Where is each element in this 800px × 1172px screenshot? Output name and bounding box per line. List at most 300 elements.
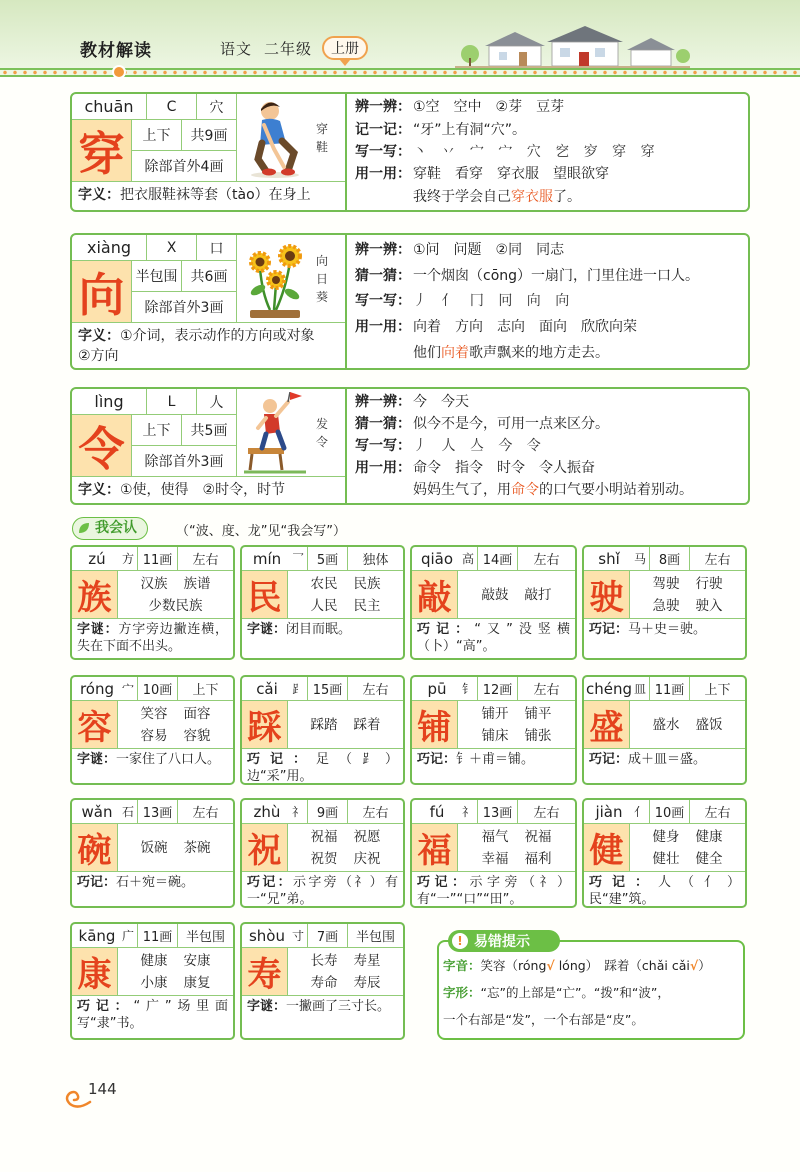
pronunciation-text: lóng） 踩着（chǎi cǎi bbox=[554, 958, 690, 973]
word: 急驶 bbox=[652, 597, 680, 614]
stroke-count: 10画 bbox=[138, 677, 178, 701]
word-row bbox=[303, 972, 389, 994]
pinyin: xiàng bbox=[72, 235, 147, 261]
illustration-caption bbox=[316, 252, 328, 306]
radical: 乛 bbox=[292, 547, 308, 571]
tip-label: 字谜： bbox=[247, 622, 287, 637]
structure: 半包围 bbox=[132, 261, 182, 292]
word-row bbox=[303, 573, 389, 595]
word: 健身 bbox=[652, 828, 680, 845]
word: 康复 bbox=[183, 974, 211, 991]
tip-label: 巧记： bbox=[247, 752, 316, 767]
word: 驾驶 bbox=[652, 575, 680, 592]
illustration-caption bbox=[316, 415, 328, 451]
memory-tip bbox=[72, 749, 233, 783]
word: 祝贺 bbox=[310, 850, 338, 867]
common-mistakes-title bbox=[448, 930, 560, 952]
illustration-caption bbox=[316, 120, 328, 156]
word-list bbox=[458, 824, 575, 872]
note-line bbox=[355, 392, 740, 412]
word: 少数民族 bbox=[148, 597, 203, 614]
tip-label: 巧记： bbox=[77, 875, 117, 890]
stroke-count: 11画 bbox=[650, 677, 690, 701]
memory-tip bbox=[584, 872, 745, 906]
stroke-count: 15画 bbox=[308, 677, 348, 701]
tip-text: “又”没竖横（卜）“高”。 bbox=[417, 622, 570, 654]
note-text: ①空 空中 ②芽 豆芽 bbox=[413, 99, 565, 116]
note-line bbox=[355, 120, 740, 140]
pinyin: fú bbox=[412, 800, 462, 824]
stroke-count: 共5画 bbox=[182, 415, 237, 446]
word-row bbox=[303, 714, 389, 736]
word: 健壮 bbox=[652, 850, 680, 867]
character-card bbox=[70, 233, 750, 370]
tip-label: 巧记： bbox=[77, 999, 134, 1014]
caption-character: 令 bbox=[316, 434, 329, 449]
pinyin: shǐ bbox=[584, 547, 634, 571]
pronunciation-text: ） bbox=[698, 958, 711, 973]
page-title: 教材解读 bbox=[80, 41, 152, 61]
subject: 语文 bbox=[220, 40, 253, 58]
word: 健康 bbox=[140, 952, 168, 969]
word: 茶碗 bbox=[183, 839, 211, 856]
mistake-lines bbox=[443, 952, 739, 1033]
stroke-count: 9画 bbox=[308, 800, 348, 824]
note-label: 辨一辨： bbox=[355, 99, 411, 116]
word-list bbox=[288, 948, 403, 996]
word-row bbox=[133, 573, 219, 595]
word: 盛饭 bbox=[695, 716, 723, 733]
word: 容貌 bbox=[183, 727, 211, 744]
stroke-count: 10画 bbox=[650, 800, 690, 824]
word-row bbox=[303, 826, 389, 848]
big-character: 敲 bbox=[412, 571, 458, 619]
radical: 礻 bbox=[292, 800, 308, 824]
caption-character: 穿 bbox=[316, 121, 329, 136]
tip-text: 成＋皿＝盛。 bbox=[628, 752, 707, 767]
recognize-character-card bbox=[240, 675, 405, 785]
big-character: 盛 bbox=[584, 701, 630, 749]
initial-letter: C bbox=[147, 94, 197, 120]
tip-text: “广”场里面写“隶”书。 bbox=[77, 999, 228, 1031]
tip-text: 闭目而眠。 bbox=[286, 622, 352, 637]
tip-label: 巧记： bbox=[589, 875, 658, 890]
note-text: 向着 方向 志向 面向 欣欣向荣 bbox=[413, 319, 637, 336]
word-row bbox=[474, 826, 560, 848]
word-row bbox=[133, 837, 219, 859]
tip-label: 巧记： bbox=[589, 752, 629, 767]
strokes-excluding-radical: 除部首外4画 bbox=[132, 151, 237, 182]
tip-label: 巧记： bbox=[247, 875, 293, 890]
character-info-panel bbox=[72, 389, 347, 503]
big-character: 令 bbox=[72, 415, 132, 477]
grade: 二年级 bbox=[264, 40, 313, 58]
shape-label: 字形： bbox=[443, 985, 481, 1000]
check-icon: √ bbox=[689, 958, 699, 973]
word-row bbox=[474, 584, 560, 606]
tip-text: 方字旁边撇连横，失在下面不出头。 bbox=[77, 622, 228, 654]
caption-character: 发 bbox=[316, 416, 329, 431]
meaning-row bbox=[72, 477, 345, 503]
tip-text: 足（⻊）边“采”用。 bbox=[247, 752, 398, 784]
tip-label: 字谜： bbox=[77, 622, 119, 637]
pinyin: chuān bbox=[72, 94, 147, 120]
word-list bbox=[288, 571, 403, 619]
recognize-character-card bbox=[582, 675, 747, 785]
note-text: 穿鞋 看穿 穿衣服 望眼欲穿 bbox=[413, 166, 609, 183]
stroke-count: 共9画 bbox=[182, 120, 237, 151]
section-tag bbox=[72, 517, 148, 540]
shape-text: “忘”的上部是“亡”。“拨”和“波”， bbox=[480, 985, 670, 1000]
structure: 半包围 bbox=[348, 924, 403, 948]
race-starter-illustration bbox=[240, 392, 310, 474]
meaning-label: 字义： bbox=[78, 187, 120, 203]
memory-tip bbox=[242, 619, 403, 658]
word-row bbox=[141, 595, 211, 617]
word: 祝福 bbox=[524, 828, 552, 845]
note-line bbox=[355, 240, 740, 260]
page-number: 144 bbox=[88, 1080, 117, 1098]
recognize-character-card bbox=[240, 922, 405, 1040]
radical: 人 bbox=[197, 389, 237, 415]
recognize-character-card bbox=[582, 798, 747, 908]
note-text: 似今不是今，可用一点来区分。 bbox=[413, 416, 609, 432]
note-line bbox=[355, 266, 740, 286]
big-character: 铺 bbox=[412, 701, 458, 749]
note-label: 记一记： bbox=[355, 121, 411, 138]
shape-line bbox=[443, 979, 739, 1006]
structure: 左右 bbox=[348, 800, 403, 824]
pinyin: mín bbox=[242, 547, 292, 571]
note-line bbox=[355, 436, 740, 456]
word: 人民 bbox=[310, 597, 338, 614]
pinyin: zhù bbox=[242, 800, 292, 824]
word-list bbox=[630, 701, 745, 749]
recognize-character-card bbox=[70, 675, 235, 785]
word: 庆祝 bbox=[353, 850, 381, 867]
word: 笑容 bbox=[140, 705, 168, 722]
recognize-character-card bbox=[582, 545, 747, 660]
word-row bbox=[474, 703, 560, 725]
tip-label: 巧记： bbox=[589, 622, 629, 637]
caption-character: 鞋 bbox=[316, 139, 329, 154]
boy-putting-on-shoes-illustration bbox=[240, 97, 310, 179]
stroke-count: 13画 bbox=[138, 800, 178, 824]
pinyin: jiàn bbox=[584, 800, 634, 824]
word-list bbox=[118, 948, 233, 996]
stroke-count: 5画 bbox=[308, 547, 348, 571]
sentence-after: 了。 bbox=[553, 188, 581, 205]
word: 健康 bbox=[695, 828, 723, 845]
example-sentence bbox=[355, 187, 740, 207]
word: 祝福 bbox=[310, 828, 338, 845]
stroke-count: 7画 bbox=[308, 924, 348, 948]
memory-tip bbox=[72, 619, 233, 658]
stroke-count: 13画 bbox=[478, 800, 518, 824]
note-line bbox=[355, 97, 740, 117]
word: 驶入 bbox=[695, 597, 723, 614]
structure: 半包围 bbox=[178, 924, 233, 948]
sentence-after: 歌声飘来的地方走去。 bbox=[469, 345, 609, 362]
word: 敲鼓 bbox=[481, 586, 509, 603]
pronunciation-text: 笑容（róng bbox=[480, 958, 547, 973]
word-list bbox=[288, 824, 403, 872]
sunflower-illustration bbox=[240, 238, 310, 320]
note-text: 今 今天 bbox=[413, 394, 469, 410]
sentence-highlight: 命令 bbox=[511, 482, 539, 498]
word-list bbox=[630, 824, 745, 872]
tip-text: 石＋宛＝碗。 bbox=[116, 875, 195, 890]
leaf-icon bbox=[77, 521, 91, 535]
common-mistakes-label: 易错提示 bbox=[474, 934, 530, 950]
big-character: 福 bbox=[412, 824, 458, 872]
structure: 左右 bbox=[518, 547, 575, 571]
word: 安康 bbox=[183, 952, 211, 969]
volume-label: 上册 bbox=[331, 41, 359, 57]
note-line bbox=[355, 291, 740, 311]
tip-text: 马＋史＝驶。 bbox=[628, 622, 707, 637]
big-character: 驶 bbox=[584, 571, 630, 619]
big-character: 向 bbox=[72, 261, 132, 323]
tip-label: 巧记： bbox=[417, 752, 457, 767]
pinyin: wǎn bbox=[72, 800, 122, 824]
sentence-after: 的口气要小明站着别动。 bbox=[539, 482, 693, 498]
word-row bbox=[133, 950, 219, 972]
word: 寿命 bbox=[310, 974, 338, 991]
word-list bbox=[288, 701, 403, 749]
memory-tip bbox=[412, 749, 575, 783]
flower-icon bbox=[112, 65, 126, 79]
radical: 高 bbox=[462, 547, 478, 571]
note-text: “牙”上有洞“穴”。 bbox=[413, 121, 527, 138]
radical: 皿 bbox=[634, 677, 650, 701]
study-notes-panel bbox=[347, 235, 748, 368]
word: 民主 bbox=[353, 597, 381, 614]
note-label: 写一写： bbox=[355, 293, 411, 310]
tip-label: 巧记： bbox=[417, 622, 475, 637]
pinyin: kāng bbox=[72, 924, 122, 948]
sentence-highlight: 向着 bbox=[441, 345, 469, 362]
character-card bbox=[70, 92, 750, 212]
big-character: 寿 bbox=[242, 948, 288, 996]
note-label: 猜一猜： bbox=[355, 267, 411, 284]
sentence-before: 妈妈生气了，用 bbox=[413, 482, 511, 498]
sentence-before: 他们 bbox=[413, 345, 441, 362]
pinyin: chéng bbox=[584, 677, 634, 701]
illustration-cell bbox=[237, 94, 345, 182]
character-info-panel bbox=[72, 235, 347, 368]
strokes-excluding-radical: 除部首外3画 bbox=[132, 446, 237, 477]
memory-tip bbox=[242, 872, 403, 906]
word: 铺平 bbox=[524, 705, 552, 722]
pronunciation-line bbox=[443, 952, 739, 979]
word-list bbox=[118, 824, 233, 872]
word: 盛水 bbox=[652, 716, 680, 733]
meaning-row bbox=[72, 182, 345, 210]
structure: 上下 bbox=[690, 677, 745, 701]
pinyin: lìng bbox=[72, 389, 147, 415]
big-character: 容 bbox=[72, 701, 118, 749]
sentence-highlight: 穿衣服 bbox=[511, 188, 553, 205]
recognize-character-card bbox=[240, 798, 405, 908]
word: 寿辰 bbox=[353, 974, 381, 991]
word-row bbox=[133, 972, 219, 994]
radical: 亻 bbox=[634, 800, 650, 824]
structure: 左右 bbox=[348, 677, 403, 701]
word: 行驶 bbox=[695, 575, 723, 592]
example-sentence bbox=[355, 480, 740, 500]
word: 福气 bbox=[481, 828, 509, 845]
pronunciation-label: 字音： bbox=[443, 958, 481, 973]
study-notes-panel bbox=[347, 94, 748, 210]
big-character: 碗 bbox=[72, 824, 118, 872]
caption-character: 葵 bbox=[316, 289, 329, 304]
word: 寿星 bbox=[353, 952, 381, 969]
pinyin: róng bbox=[72, 677, 122, 701]
illustration-cell bbox=[237, 235, 345, 323]
note-text: 丿 亻 冂 冋 向 向 bbox=[413, 293, 575, 310]
memory-tip bbox=[72, 872, 233, 906]
radical: ⻊ bbox=[292, 677, 308, 701]
character-info-panel bbox=[72, 94, 347, 210]
word: 长寿 bbox=[310, 952, 338, 969]
recognize-character-card bbox=[70, 545, 235, 660]
radical: 穴 bbox=[197, 94, 237, 120]
village-houses-decoration bbox=[455, 24, 690, 70]
word-row bbox=[645, 826, 731, 848]
meaning-text: 把衣服鞋袜等套（tào）在身上 bbox=[120, 187, 311, 203]
stroke-count: 8画 bbox=[650, 547, 690, 571]
pinyin: pū bbox=[412, 677, 462, 701]
structure: 上下 bbox=[132, 120, 182, 151]
common-mistakes-box bbox=[437, 940, 745, 1040]
strokes-excluding-radical: 除部首外3画 bbox=[132, 292, 237, 323]
big-character: 穿 bbox=[72, 120, 132, 182]
pinyin: qiāo bbox=[412, 547, 462, 571]
word: 踩着 bbox=[353, 716, 381, 733]
note-label: 用一用： bbox=[355, 166, 411, 183]
word-list bbox=[458, 701, 575, 749]
word: 敲打 bbox=[524, 586, 552, 603]
meaning-label: 字义： bbox=[78, 328, 120, 344]
big-character: 民 bbox=[242, 571, 288, 619]
note-text: 丶 丷 宀 宀 穴 穵 穸 穿 穿 bbox=[413, 143, 660, 160]
word-list bbox=[630, 571, 745, 619]
memory-tip bbox=[584, 749, 745, 783]
big-character: 健 bbox=[584, 824, 630, 872]
big-character: 族 bbox=[72, 571, 118, 619]
structure: 左右 bbox=[178, 800, 233, 824]
tip-text: 一家住了八口人。 bbox=[116, 752, 221, 767]
big-character: 祝 bbox=[242, 824, 288, 872]
word: 祝愿 bbox=[353, 828, 381, 845]
note-label: 猜一猜： bbox=[355, 416, 411, 432]
memory-tip bbox=[584, 619, 745, 658]
shape-line-2: 一个右部是“发”，一个右部是“皮”。 bbox=[443, 1012, 644, 1027]
radical: 方 bbox=[122, 547, 138, 571]
word-list bbox=[118, 571, 233, 619]
recognize-character-card bbox=[240, 545, 405, 660]
caption-character: 日 bbox=[316, 271, 329, 286]
stroke-count: 11画 bbox=[138, 924, 178, 948]
note-label: 用一用： bbox=[355, 319, 411, 336]
radical: 宀 bbox=[122, 677, 138, 701]
tip-text: 一撇画了三寸长。 bbox=[286, 999, 391, 1014]
caption-character: 向 bbox=[316, 253, 329, 268]
meaning-row bbox=[72, 323, 345, 368]
word-list bbox=[118, 701, 233, 749]
note-label: 辨一辨： bbox=[355, 394, 411, 410]
subject-grade bbox=[220, 38, 324, 59]
stroke-count: 14画 bbox=[478, 547, 518, 571]
check-icon: √ bbox=[546, 958, 555, 973]
note-label: 用一用： bbox=[355, 460, 411, 476]
word-row bbox=[645, 595, 731, 617]
tip-label: 字谜： bbox=[77, 752, 117, 767]
note-line bbox=[355, 414, 740, 434]
stroke-count: 12画 bbox=[478, 677, 518, 701]
pinyin: cǎi bbox=[242, 677, 292, 701]
recognize-character-card bbox=[410, 545, 577, 660]
note-line bbox=[355, 142, 740, 162]
radical: 口 bbox=[197, 235, 237, 261]
note-label: 辨一辨： bbox=[355, 241, 411, 258]
section-label: 我会认 bbox=[95, 520, 137, 536]
tip-text: 人（亻）民“建”筑。 bbox=[589, 875, 740, 907]
meaning-text: ①介词，表示动作的方向或对象 ②方向 bbox=[78, 328, 329, 364]
note-text: 一个烟囱（cōng）一扇门，门里住进一口人。 bbox=[413, 267, 700, 284]
word-row bbox=[303, 848, 389, 870]
word: 饭碗 bbox=[140, 839, 168, 856]
radical: 广 bbox=[122, 924, 138, 948]
initial-letter: L bbox=[147, 389, 197, 415]
tip-text: 示字旁（礻）有一“兄”弟。 bbox=[247, 875, 398, 907]
note-line bbox=[355, 317, 740, 337]
tip-label: 字谜： bbox=[247, 999, 287, 1014]
radical: 石 bbox=[122, 800, 138, 824]
stroke-count: 11画 bbox=[138, 547, 178, 571]
pinyin: shòu bbox=[242, 924, 292, 948]
radical: 寸 bbox=[292, 924, 308, 948]
word-row bbox=[474, 848, 560, 870]
note-text: 命令 指令 时令 令人振奋 bbox=[413, 460, 595, 476]
study-notes-panel bbox=[347, 389, 748, 503]
volume-badge bbox=[322, 36, 368, 60]
section-note: （“波、度、龙”见“我会写”） bbox=[176, 524, 346, 539]
meaning-label: 字义： bbox=[78, 482, 120, 498]
example-sentence bbox=[355, 343, 740, 363]
initial-letter: X bbox=[147, 235, 197, 261]
word: 福利 bbox=[524, 850, 552, 867]
structure: 左右 bbox=[690, 800, 745, 824]
note-label: 写一写： bbox=[355, 143, 411, 160]
memory-tip bbox=[242, 996, 403, 1038]
word: 民族 bbox=[353, 575, 381, 592]
recognize-character-card bbox=[410, 798, 577, 908]
note-text: 丿 人 亼 今 令 bbox=[413, 438, 546, 454]
illustration-cell bbox=[237, 389, 345, 477]
word: 踩踏 bbox=[310, 716, 338, 733]
word-row bbox=[133, 725, 219, 747]
memory-tip bbox=[242, 749, 403, 783]
structure: 左右 bbox=[518, 677, 575, 701]
word-row bbox=[645, 714, 731, 736]
word-row bbox=[303, 950, 389, 972]
word-row bbox=[645, 573, 731, 595]
note-line bbox=[355, 458, 740, 478]
structure: 上下 bbox=[132, 415, 182, 446]
structure: 左右 bbox=[178, 547, 233, 571]
